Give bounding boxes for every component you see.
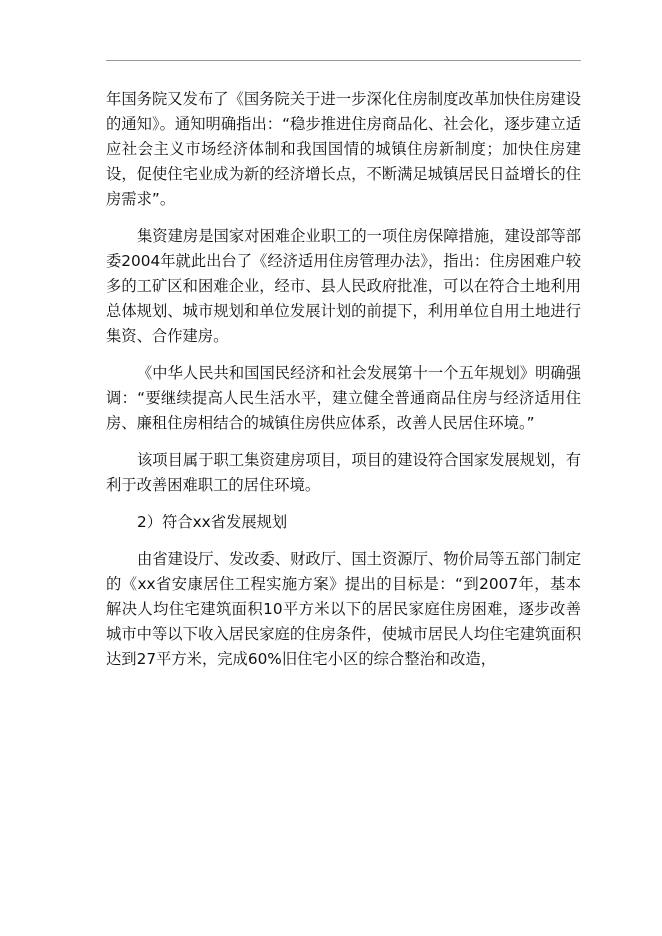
section-heading-provincial-plan: 2）符合xx省发展规划	[137, 513, 288, 531]
paragraph-project-compliance: 该项目属于职工集资建房项目，项目的建设符合国家发展规划，有利于改善困难职工的居住环境。	[106, 451, 581, 494]
document-body	[106, 87, 581, 672]
paragraph-policy-notice: 年国务院又发布了《国务院关于进一步深化住房制度改革加快住房建设的通知》。通知明确指出：“稳步推进住房商品化、社会化，逐步建立适应社会主义市场经济体制和我国国情的城镇住房新制度；加快住房建设，促使住宅业成为新的经济增长点，不断满足城镇居民日益增长的住房需求”。	[106, 90, 581, 208]
paragraph-five-year-plan: 《中华人民共和国国民经济和社会发展第十一个五年规划》明确强调：“要继续提高人民生活水平，建立健全普通商品住房与经济适用住房、廉租住房相结合的城镇住房供应体系，改善人民居住环境。”	[106, 364, 581, 432]
paragraph-provincial-goals: 由省建设厅、发改委、财政厅、国土资源厅、物价局等五部门制定的《xx省安康居住工程实施方案》提出的目标是：“到2007年，基本解决人均住宅建筑面积10平方米以下的居民家庭住房困难，逐步改善城市中等以下收入居民家庭的住房条件，使城市居民人均住宅建筑面积达到27平方米，完成60%旧住宅小区的综合整治和改造，	[106, 550, 581, 668]
header-rule	[106, 60, 581, 61]
paragraph-collective-housing: 集资建房是国家对困难企业职工的一项住房保障措施，建设部等部委2004年就此出台了《经济适用住房管理办法》，指出：住房困难户较多的工矿区和困难企业，经市、县人民政府批准，可以在符合土地利用总体规划、城市规划和单位发展计划的前提下，利用单位自用土地进行集资、合作建房。	[106, 227, 581, 345]
